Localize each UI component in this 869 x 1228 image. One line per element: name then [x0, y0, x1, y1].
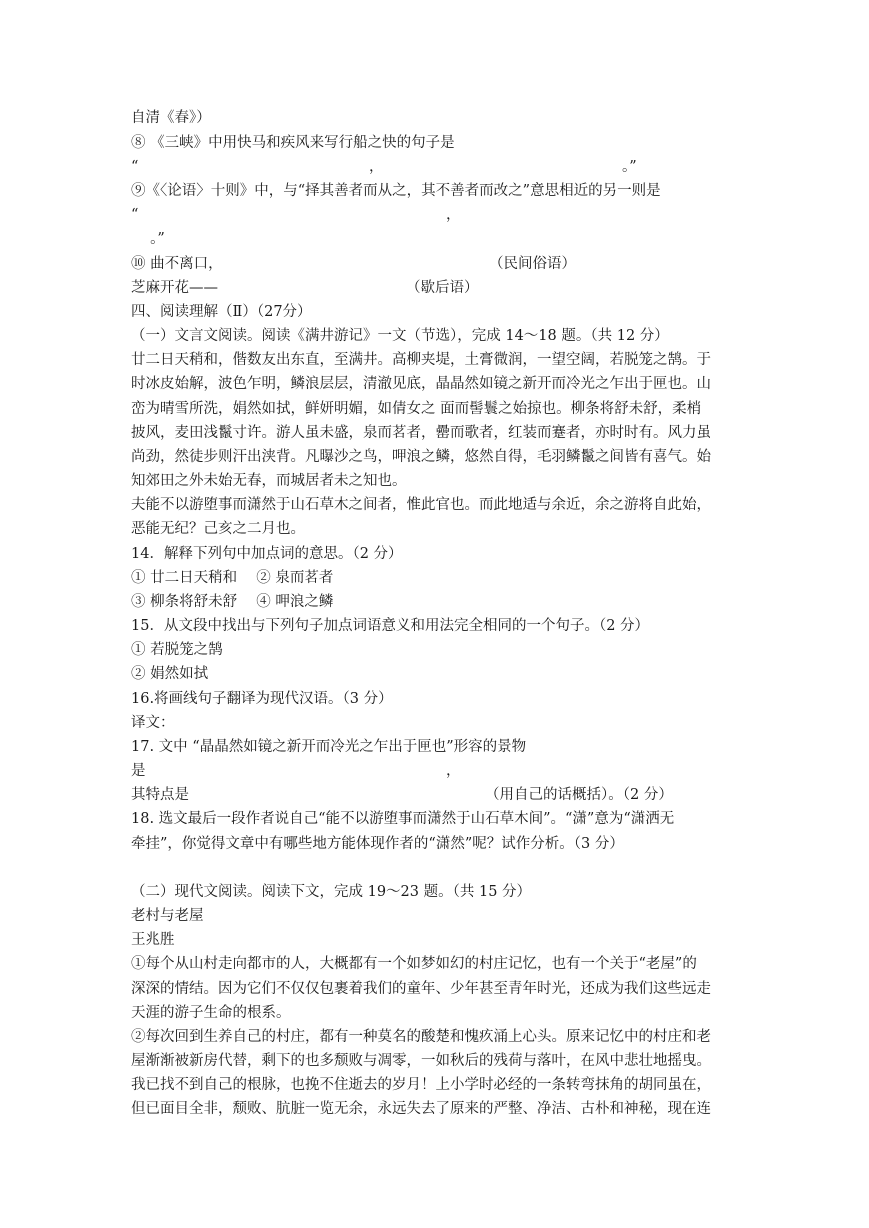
text-line: “	[131, 207, 139, 223]
text-line: 我已找不到自己的根脉，也挽不住逝去的岁月！上小学时必经的一条转弯抹角的胡同虽在，	[131, 1077, 711, 1093]
section-heading: （二）现代文阅读。阅读下文，完成 19～23 题。（共 15 分）	[131, 884, 532, 900]
text-line: 芝麻开花——	[131, 280, 218, 296]
text-line: ②每次回到生养自己的村庄，都有一种莫名的酸楚和愧疚涌上心头。原来记忆中的村庄和老	[131, 1029, 711, 1045]
question-line: 是	[131, 763, 146, 779]
article-title: 老村与老屋	[131, 908, 204, 924]
inline-punct: ，	[369, 159, 384, 175]
inline-punct: 。”	[622, 159, 637, 175]
inline-note: （用自己的话概括）。（2 分）	[485, 787, 673, 803]
text-line: 恶能无纪？己亥之二月也。	[131, 521, 305, 537]
question-line: ② 娟然如拭	[131, 666, 209, 682]
text-line: 廿二日天稍和，偕数友出东直，至满井。高柳夹堤，土膏微润，一望空阔，若脱笼之鹄。于	[131, 352, 711, 368]
text-line: 天涯的游子生命的根系。	[131, 1005, 291, 1021]
text-line: ⑩ 曲不离口，	[131, 256, 223, 272]
question-line: 译文：	[131, 715, 175, 731]
text-line: 披风，麦田浅鬣寸许。游人虽未盛，泉而茗者，罍而歌者，红装而蹇者，亦时时有。风力虽	[131, 425, 711, 441]
question-line: ③ 柳条将舒未舒 ④ 呷浪之鳞	[131, 594, 334, 610]
text-line: ①每个从山村走向都市的人，大概都有一个如梦如幻的村庄记忆，也有一个关于“老屋”的	[131, 956, 697, 972]
text-line: 时冰皮始解，波色乍明，鳞浪层层，清澈见底，晶晶然如镜之新开而冷光之乍出于匣也。山	[131, 376, 711, 392]
text-line: 屋渐渐被新房代替，剩下的也多颓败与凋零，一如秋后的残荷与落叶，在风中悲壮地摇曳。	[131, 1053, 711, 1069]
question-line: 18. 选文最后一段作者说自己“能不以游堕事而潇然于山石草木间”。“潇”意为“潇洒无	[131, 811, 675, 827]
text-line: ⑧ 《三峡》中用快马和疾风来写行船之快的句子是	[131, 135, 455, 151]
question-line: 16.将画线句子翻译为现代汉语。（3 分）	[131, 691, 393, 707]
inline-punct: ，	[446, 763, 461, 779]
question-line: 牵挂”，你觉得文章中有哪些地方能体现作者的“潇然”呢？试作分析。（3 分）	[131, 836, 624, 852]
text-line: ⑨《〈论语〉十则》中，与“择其善者而从之，其不善者而改之”意思相近的另一则是	[131, 183, 661, 199]
question-line: 14．解释下列句中加点词的意思。（2 分）	[131, 546, 403, 562]
inline-punct: ，	[446, 207, 461, 223]
text-line: 知郊田之外未始无春，而城居者未之知也。	[131, 473, 407, 489]
question-line: 17. 文中 “晶晶然如镜之新开而冷光之乍出于匣也”形容的景物	[131, 739, 527, 755]
text-line: 。”	[131, 231, 165, 247]
source-note: （民间俗语）	[489, 256, 576, 272]
text-line: 夫能不以游堕事而潇然于山石草木之间者，惟此官也。而此地适与余近，余之游将自此始，	[131, 497, 711, 513]
question-line: 15．从文段中找出与下列句子加点词语意义和用法完全相同的一个句子。（2 分）	[131, 618, 650, 634]
text-line: 尚劲，然徒步则汗出浃背。凡曝沙之鸟，呷浪之鳞，悠然自得，毛羽鳞鬣之间皆有喜气。始	[131, 449, 711, 465]
text-line: 深深的情结。因为它们不仅仅包裹着我们的童年、少年甚至青年时光，还成为我们这些远走	[131, 981, 711, 997]
article-author: 王兆胜	[131, 932, 175, 948]
text-line: 自清《春》）	[131, 110, 211, 126]
source-note: （歇后语）	[406, 280, 479, 296]
question-line: ① 若脱笼之鹄	[131, 642, 223, 658]
text-line: 但已面目全非，颓败、肮脏一览无余，永远失去了原来的严整、净洁、古朴和神秘，现在连	[131, 1101, 711, 1117]
section-heading: 四、阅读理解（Ⅱ）（27分）	[131, 304, 312, 320]
text-line: “	[131, 159, 139, 175]
text-line: 峦为晴雪所洗，娟然如拭，鲜妍明媚，如倩女之 面而髻鬟之始掠也。柳条将舒未舒，柔梢	[131, 401, 702, 417]
section-heading: （一）文言文阅读。阅读《满井游记》一文（节选），完成 14～18 题。（共 12 分）	[131, 328, 669, 344]
question-line: 其特点是	[131, 787, 189, 803]
question-line: ① 廿二日天稍和 ② 泉而茗者	[131, 570, 334, 586]
